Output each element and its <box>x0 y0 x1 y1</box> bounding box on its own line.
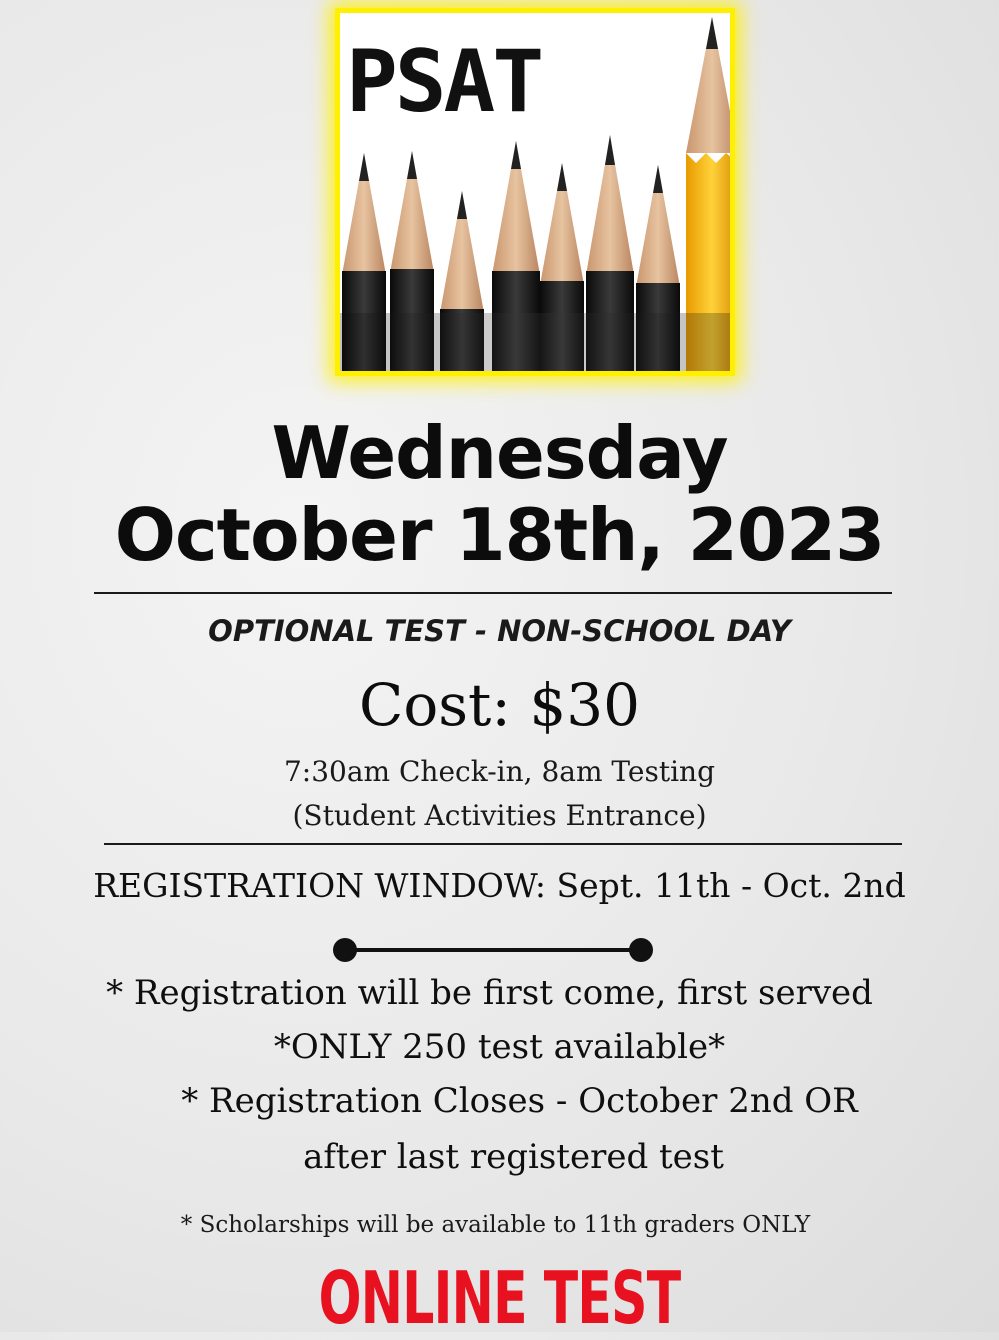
check-in-time: 7:30am Check-in, 8am Testing <box>283 755 716 788</box>
event-date: October 18th, 2023 <box>114 493 885 577</box>
online-test-label: ONLINE TEST <box>318 1256 681 1340</box>
dot-line-divider <box>333 936 655 962</box>
scholarship-note: * Scholarships will be available to 11th graders ONLY <box>180 1212 811 1238</box>
divider-top <box>94 592 892 594</box>
divider-middle <box>104 843 902 845</box>
location-text: (Student Activities Entrance) <box>292 799 707 832</box>
bullet-closes-cont: after last registered test <box>303 1137 724 1177</box>
registration-window: REGISTRATION WINDOW: Sept. 11th - Oct. 2nd <box>93 866 906 905</box>
psat-logo-text: PSAT <box>346 32 542 132</box>
optional-test-note: OPTIONAL TEST - NON-SCHOOL DAY <box>208 614 791 648</box>
bullet-first-come: * Registration will be first come, first served <box>106 973 873 1013</box>
event-day: Wednesday <box>271 411 728 495</box>
bullet-limited: *ONLY 250 test available* <box>273 1027 726 1067</box>
psat-logo <box>335 8 735 376</box>
bullet-closes: * Registration Closes - October 2nd OR <box>181 1081 858 1121</box>
cost-text: Cost: $30 <box>358 671 641 739</box>
